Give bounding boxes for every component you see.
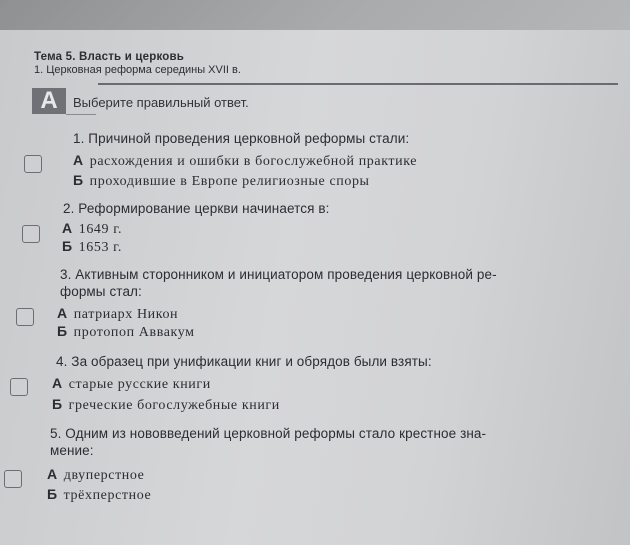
option-text: расхождения и ошибки в богослужебной практике — [89, 154, 418, 169]
option-text: проходившие в Европе религиозные споры — [89, 174, 370, 189]
question-text-line-2: формы стал: — [60, 284, 142, 299]
question-text: 2. Реформирование церкви начинается в: — [63, 201, 330, 216]
option-text: протопоп Аввакум — [73, 325, 195, 340]
option-text: старые русские книги — [68, 377, 211, 392]
option-text: 1653 г. — [78, 240, 123, 255]
instruction-underline — [66, 114, 96, 115]
question-5 — [50, 425, 486, 459]
option-text: двуперстное — [63, 468, 145, 483]
answer-checkbox-5[interactable] — [4, 470, 22, 488]
option-letter: Б — [57, 323, 68, 339]
topic-title: Тема 5. Власть и церковь — [34, 51, 185, 63]
option-3a — [57, 305, 178, 323]
answer-checkbox-1[interactable] — [24, 155, 42, 173]
worksheet-header — [34, 51, 241, 76]
subtopic-title: 1. Церковная реформа середины XVII в. — [34, 64, 241, 76]
question-text-line-1: 5. Одним из нововведений церковной реформы стало крестное зна- — [50, 426, 487, 441]
answer-checkbox-4[interactable] — [10, 378, 28, 396]
option-text: патриарх Никон — [73, 307, 179, 322]
option-text: трёхперстное — [63, 488, 152, 503]
option-letter: Б — [62, 238, 73, 254]
option-1b — [73, 172, 370, 190]
option-4b — [52, 396, 280, 414]
instruction-text: Выберите правильный ответ. — [73, 95, 249, 110]
question-text-line-1: 3. Активным сторонником и инициатором проведения церковной ре- — [60, 267, 497, 282]
question-text: 4. За образец при унификации книг и обрядов были взяты: — [56, 354, 432, 369]
option-5b — [47, 486, 151, 504]
question-2 — [63, 200, 329, 217]
option-letter: А — [73, 152, 84, 168]
option-5a — [47, 466, 145, 484]
worksheet-page — [0, 30, 630, 545]
option-letter: Б — [73, 172, 84, 188]
option-letter: Б — [47, 486, 58, 502]
section-marker: А — [32, 88, 66, 114]
option-letter: А — [62, 220, 73, 236]
option-letter: А — [52, 375, 63, 391]
answer-checkbox-3[interactable] — [16, 308, 34, 326]
question-text-line-2: мение: — [50, 443, 94, 458]
option-3b — [57, 323, 195, 341]
option-text: греческие богослужебные книги — [68, 398, 280, 413]
question-1 — [73, 130, 409, 147]
option-1a — [73, 152, 417, 170]
option-letter: А — [47, 466, 58, 482]
option-2a — [62, 220, 122, 238]
option-letter: А — [57, 305, 68, 321]
question-3 — [60, 266, 497, 300]
option-4a — [52, 375, 211, 393]
answer-checkbox-2[interactable] — [22, 225, 40, 243]
question-4 — [56, 353, 432, 370]
header-divider — [98, 83, 618, 85]
option-letter: Б — [52, 396, 63, 412]
option-2b — [62, 238, 122, 256]
question-text: 1. Причиной проведения церковной реформы стали: — [73, 131, 410, 146]
option-text: 1649 г. — [78, 222, 123, 237]
